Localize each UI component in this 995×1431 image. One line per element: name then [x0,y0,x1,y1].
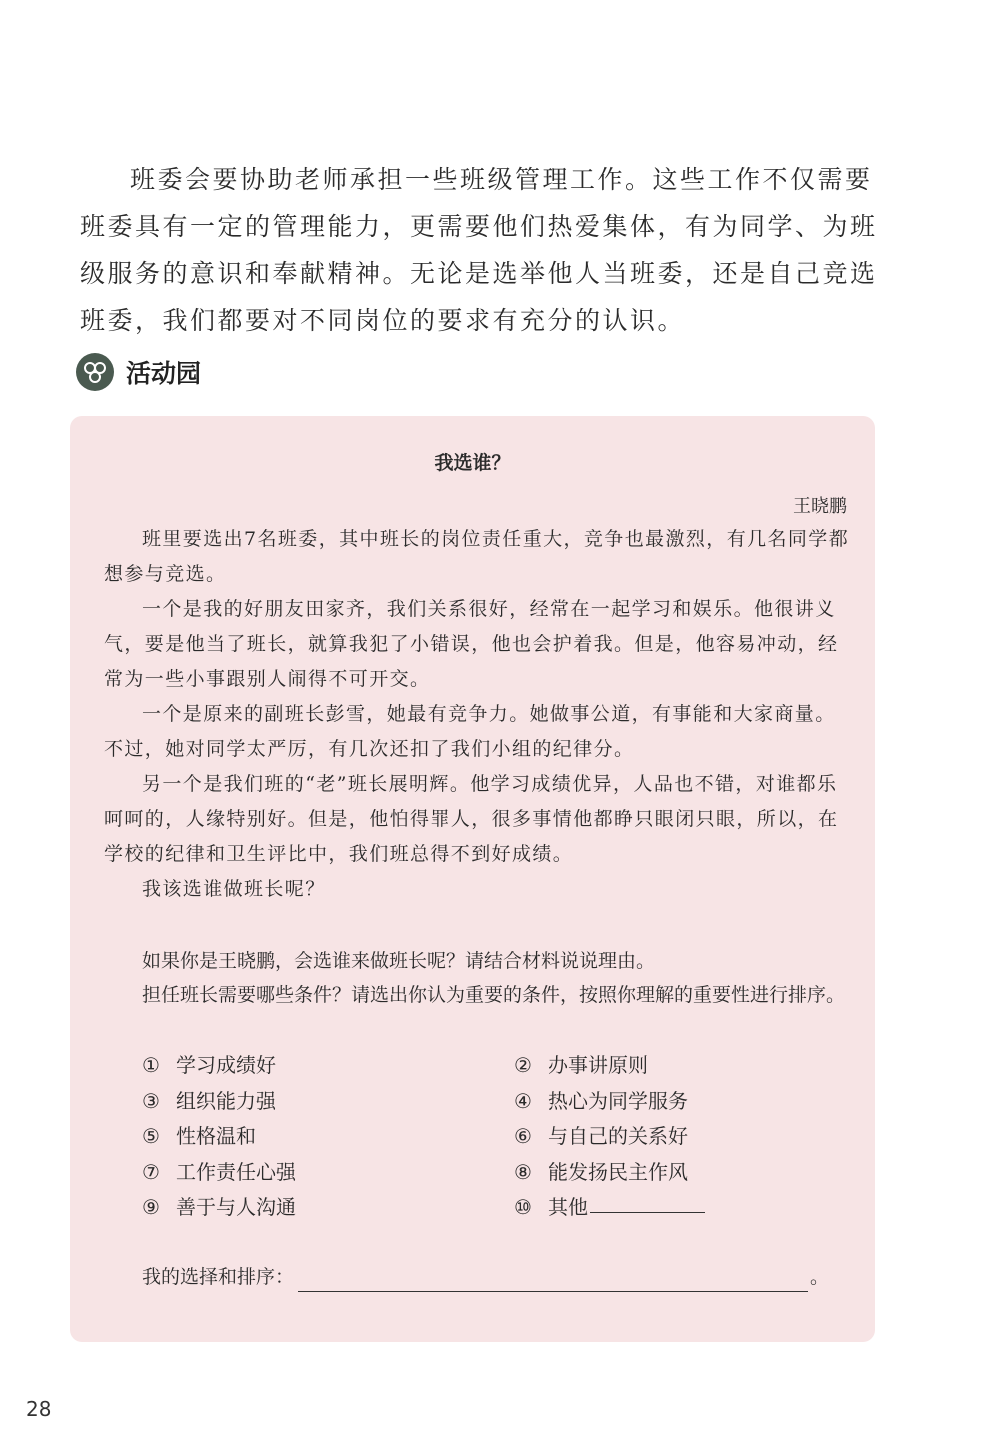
page-number: 28 [26,1397,52,1421]
option-item: ⑩ 其他 [514,1190,842,1226]
story-title: 我选谁？ [434,452,511,474]
story-author: 王晓鹏 [793,496,847,517]
story-paragraph: 一个是原来的副班长彭雪，她最有竞争力。她做事公道，有事能和大家商量。不过，她对同学太严厉，有几次还扣了我们小组的纪律分。 [104,703,836,760]
story-paragraph: 另一个是我们班的“老”班长展明辉。他学习成绩优异，人品也不错，对谁都乐呵呵的，人缘特别好。但是，他怕得罪人，很多事情他都睁只眼闭只眼，所以，在学校的纪律和卫生评比中，我们班总得不到好成绩。 [104,773,839,865]
option-item: ⑥ 与自己的关系好 [514,1124,688,1148]
story-paragraph: 我该选谁做班长呢？ [142,878,326,900]
option-item: ③ 组织能力强 [142,1088,276,1113]
answer-end: 。 [810,1266,830,1288]
options-list [142,1048,842,1226]
intro-text [80,156,880,344]
question-2: 担任班长需要哪些条件？请选出你认为重要的条件，按照你理解的重要性进行排序。 [142,984,846,1006]
activity-box [70,416,875,1342]
story-body [104,522,850,907]
intro-paragraph: 班委会要协助老师承担一些班级管理工作。这些工作不仅需要班委具有一定的管理能力，更需要他们热爱集体，有为同学、为班级服务的意识和奉献精神。无论是选举他人当班委，还是自己竞选班委，我们都要对不同岗位的要求有充分的认识。 [80,165,878,335]
answer-label: 我的选择和排序： [142,1266,295,1288]
question-1: 如果你是王晓鹏，会选谁来做班长呢？请结合材料说说理由。 [142,950,656,972]
section-title: 活动园 [126,359,202,388]
questions [104,944,850,1012]
answer-line [142,1262,842,1292]
answer-blank[interactable] [298,1269,808,1292]
option-item: ④ 热心为同学服务 [514,1088,688,1113]
section-header [76,352,201,392]
other-blank[interactable] [590,1190,705,1213]
story-paragraph: 班里要选出7名班委，其中班长的岗位责任重大，竞争也最激烈，有几名同学都想参与竞选。 [104,528,850,585]
option-item: ⑤ 性格温和 [142,1124,256,1148]
option-item: ⑧ 能发扬民主作风 [514,1159,688,1184]
option-item: ② 办事讲原则 [514,1053,648,1077]
story-paragraph: 一个是我的好朋友田家齐，我们关系很好，经常在一起学习和娱乐。他很讲义气，要是他当了班长，就算我犯了小错误，他也会护着我。但是，他容易冲动，经常为一些小事跟别人闹得不可开交。 [104,598,839,690]
option-item: ⑨ 善于与人沟通 [142,1195,296,1219]
option-item: ① 学习成绩好 [142,1053,276,1077]
hands-icon [76,353,114,391]
option-item: ⑦ 工作责任心强 [142,1159,296,1184]
